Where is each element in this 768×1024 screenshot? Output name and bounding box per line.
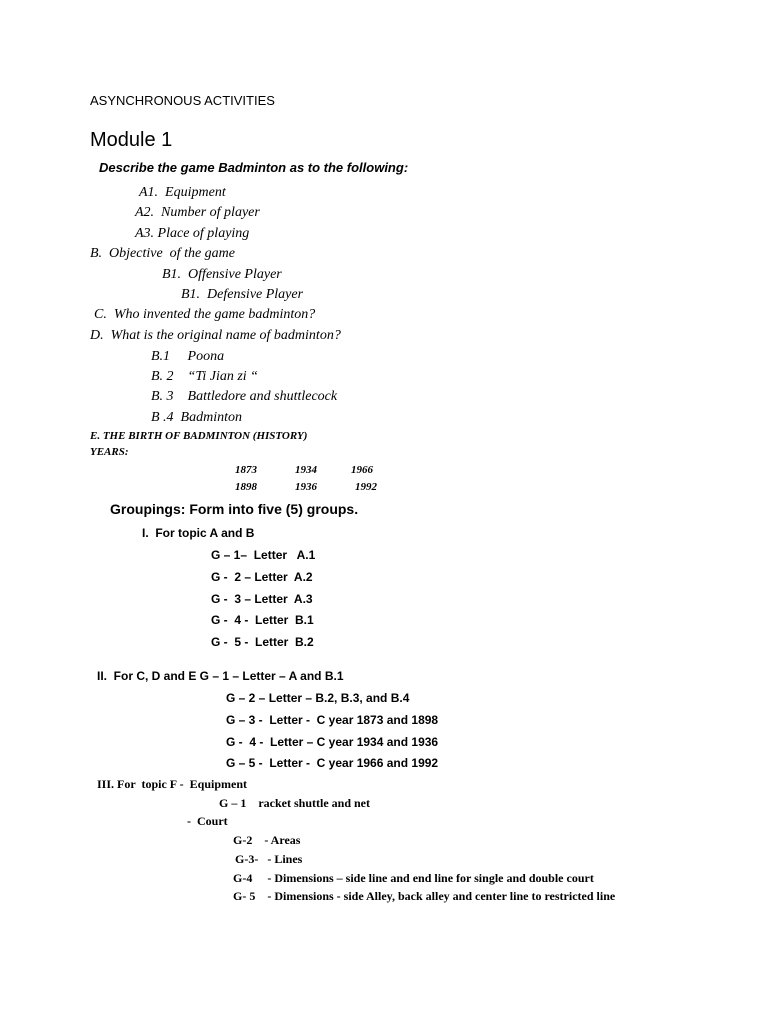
- section2-group-3: G – 3 - Letter - C year 1873 and 1898: [226, 713, 439, 727]
- year-1992: 1992: [355, 481, 377, 493]
- section1-group-1: G – 1– Letter A.1: [211, 548, 316, 562]
- section2-group-4: G - 4 - Letter – C year 1934 and 1936: [226, 735, 439, 749]
- item-d-b2: B. 2 “Ti Jian zi “: [151, 369, 258, 384]
- year-1934: 1934: [295, 464, 317, 476]
- year-1936: 1936: [295, 481, 317, 493]
- section3-group-4: G-4 - Dimensions – side line and end line for single and double court: [233, 871, 594, 885]
- section3-group-1: G – 1 racket shuttle and net: [219, 796, 370, 810]
- section1-group-5: G - 5 - Letter B.2: [211, 635, 314, 649]
- year-1966: 1966: [351, 464, 373, 476]
- page-header: ASYNCHRONOUS ACTIVITIES: [90, 93, 275, 108]
- item-d: D. What is the original name of badminton?: [90, 328, 341, 343]
- section1-group-3: G - 3 – Letter A.3: [211, 592, 313, 606]
- item-d-b1: B.1 Poona: [151, 349, 225, 364]
- section2-group-2: G – 2 – Letter – B.2, B.3, and B.4: [226, 691, 410, 705]
- item-d-b4: B .4 Badminton: [151, 410, 242, 425]
- year-1898: 1898: [235, 481, 257, 493]
- item-a2: A2. Number of player: [135, 205, 260, 220]
- groupings-title: Groupings: Form into five (5) groups.: [110, 501, 359, 517]
- section2-title: II. For C, D and E G – 1 – Letter – A and B.1: [97, 669, 344, 683]
- item-d-b3: B. 3 Battledore and shuttlecock: [151, 389, 338, 404]
- item-b1-offensive: B1. Offensive Player: [162, 267, 282, 282]
- section2-group-5: G – 5 - Letter - C year 1966 and 1992: [226, 756, 439, 770]
- item-a3: A3. Place of playing: [135, 226, 250, 241]
- instruction: Describe the game Badminton as to the following:: [99, 160, 409, 175]
- item-e-history: E. THE BIRTH OF BADMINTON (HISTORY): [90, 430, 308, 442]
- item-b1-defensive: B1. Defensive Player: [181, 287, 304, 302]
- section3-court: - Court: [187, 814, 228, 828]
- section1-group-4: G - 4 - Letter B.1: [211, 613, 314, 627]
- section1-title: I. For topic A and B: [142, 526, 255, 540]
- years-label: YEARS:: [90, 446, 129, 458]
- year-1873: 1873: [235, 464, 257, 476]
- section1-group-2: G - 2 – Letter A.2: [211, 570, 313, 584]
- section3-group-2: G-2 - Areas: [233, 833, 301, 847]
- item-a1: A1. Equipment: [139, 185, 226, 200]
- item-c: C. Who invented the game badminton?: [94, 307, 316, 322]
- item-b: B. Objective of the game: [90, 246, 236, 261]
- module-title: Module 1: [90, 129, 173, 151]
- section3-group-5: G- 5 - Dimensions - side Alley, back alley and center line to restricted line: [233, 889, 616, 903]
- section3-group-3: G-3- - Lines: [235, 852, 303, 866]
- section3-title: III. For topic F - Equipment: [97, 777, 248, 791]
